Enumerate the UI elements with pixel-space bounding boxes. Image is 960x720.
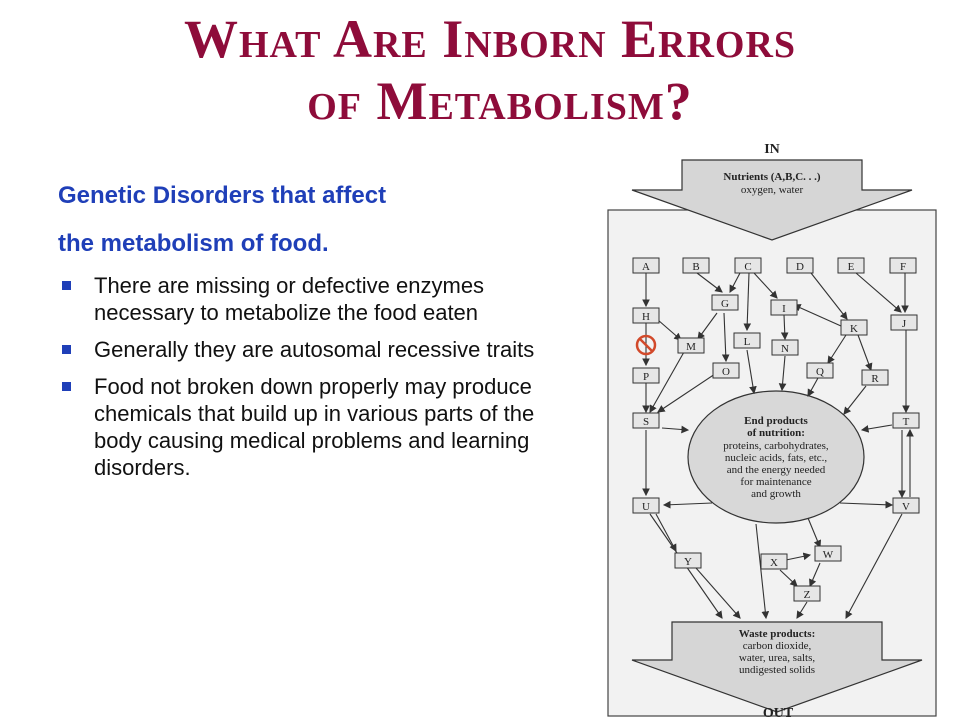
nutrients-sublabel: oxygen, water — [740, 184, 804, 196]
end-products-line: proteins, carbohydrates, — [723, 440, 829, 452]
node-a — [633, 258, 659, 273]
nutrients-label: Nutrients (A,B,C. . .) — [723, 171, 821, 183]
title-line-1: What Are Inborn Errors — [183, 9, 797, 69]
out-label: OUT — [762, 706, 794, 720]
node-h — [633, 308, 659, 323]
node-label: X — [770, 557, 778, 569]
node-j — [891, 315, 917, 330]
bullet-square-icon — [62, 345, 71, 354]
node-u — [633, 498, 659, 513]
node-v — [893, 498, 919, 513]
node-label: W — [822, 549, 834, 561]
subtitle-line-2: the metabolism of food. — [58, 230, 329, 257]
node-label: P — [642, 371, 650, 383]
node-f — [890, 258, 916, 273]
node-label: Y — [684, 556, 692, 568]
node-t — [893, 413, 919, 428]
metabolism-pathway-diagram — [606, 140, 938, 720]
node-i — [771, 300, 797, 315]
node-label: U — [642, 501, 650, 513]
bullet-list — [58, 272, 558, 491]
bullet-square-icon — [62, 281, 71, 290]
node-label: E — [847, 261, 855, 273]
node-label: N — [781, 343, 789, 355]
node-o — [713, 363, 739, 378]
end-products-line: and the energy needed — [726, 464, 826, 476]
node-label: Q — [816, 366, 824, 378]
node-label: I — [782, 303, 786, 315]
end-products-line: and growth — [751, 488, 801, 500]
node-label: V — [902, 501, 910, 513]
end-products-line: End products — [744, 415, 808, 427]
node-e — [838, 258, 864, 273]
node-k — [841, 320, 867, 335]
slide-title — [0, 8, 960, 132]
subtitle — [58, 172, 558, 268]
bullet-item — [58, 336, 558, 363]
bullet-text: There are missing or defective enzymes necessary to metabolize the food eaten — [94, 273, 485, 325]
node-g — [712, 295, 738, 310]
bullet-item — [58, 272, 558, 326]
node-label: O — [722, 366, 730, 378]
node-label: T — [902, 416, 910, 428]
node-label: J — [901, 318, 907, 330]
end-products-line: nucleic acids, fats, etc., — [724, 452, 828, 464]
node-label: R — [871, 373, 879, 385]
node-r — [862, 370, 888, 385]
node-x — [761, 554, 787, 569]
node-y — [675, 553, 701, 568]
node-label: Z — [803, 589, 811, 601]
node-d — [787, 258, 813, 273]
node-label: G — [721, 298, 729, 310]
waste-products-line: undigested solids — [738, 664, 816, 676]
node-z — [794, 586, 820, 601]
node-label: S — [642, 416, 650, 428]
node-label: D — [796, 261, 804, 273]
node-m — [678, 338, 704, 353]
bullet-text: Generally they are autosomal recessive traits — [94, 337, 535, 362]
node-s — [633, 413, 659, 428]
node-label: K — [850, 323, 858, 335]
subtitle-line-1: Genetic Disorders that affect — [58, 182, 387, 209]
end-products-line: for maintenance — [740, 476, 812, 488]
end-products-line: of nutrition: — [747, 427, 805, 439]
node-label: M — [686, 341, 696, 353]
in-label: IN — [764, 142, 780, 157]
waste-products-line: carbon dioxide, — [742, 640, 812, 652]
node-l — [734, 333, 760, 348]
node-label: F — [899, 261, 907, 273]
node-q — [807, 363, 833, 378]
node-label: A — [642, 261, 650, 273]
node-c — [735, 258, 761, 273]
node-p — [633, 368, 659, 383]
node-label: L — [743, 336, 751, 348]
node-label: B — [692, 261, 700, 273]
node-w — [815, 546, 841, 561]
waste-products-line: Waste products: — [738, 628, 816, 640]
node-b — [683, 258, 709, 273]
title-line-2: of Metabolism? — [307, 71, 693, 131]
bullet-text: Food not broken down properly may produce chemicals that build up in various parts of the body causing medical problems and learning disorders. — [94, 374, 535, 480]
waste-products-line: water, urea, salts, — [738, 652, 816, 664]
node-n — [772, 340, 798, 355]
node-label: C — [744, 261, 752, 273]
node-label: H — [642, 311, 650, 323]
bullet-square-icon — [62, 382, 71, 391]
bullet-item — [58, 373, 558, 481]
